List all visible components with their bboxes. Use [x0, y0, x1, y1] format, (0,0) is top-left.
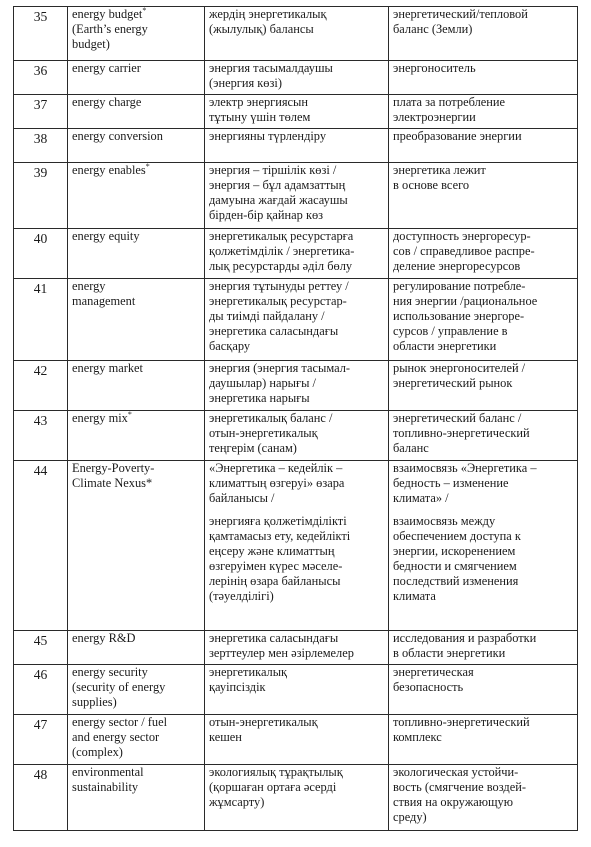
- term-kk-cell: [205, 129, 389, 163]
- term-ru-text: топливно-энергетический: [393, 426, 530, 440]
- term-ru-text: энергетический/тепловой: [393, 7, 528, 21]
- term-en-text: energy conversion: [72, 129, 163, 143]
- paragraph-gap: [209, 506, 385, 514]
- term-kk-cell: [205, 361, 389, 411]
- term-en-cell: [68, 129, 205, 163]
- term-en-line: [72, 361, 201, 376]
- term-en-text: energy charge: [72, 95, 142, 109]
- term-kk-line: [209, 309, 385, 324]
- term-ru-line: [393, 7, 574, 22]
- term-kk-line: [209, 680, 385, 695]
- table-row: [14, 665, 578, 715]
- term-ru-text: деление энергоресурсов: [393, 259, 521, 273]
- term-ru-line: [393, 61, 574, 76]
- term-ru-line: [393, 810, 574, 825]
- term-ru-text: баланс (Земли): [393, 22, 473, 36]
- term-ru-text: в основе всего: [393, 178, 470, 192]
- term-ru-text: электроэнергии: [393, 110, 476, 124]
- term-kk-text: электр энергиясын: [209, 95, 309, 109]
- term-kk-line: [209, 529, 385, 544]
- term-kk-line: [209, 259, 385, 274]
- table-row: [14, 163, 578, 229]
- term-ru-cell: [389, 715, 578, 765]
- table-row: [14, 631, 578, 665]
- term-en-text: energy market: [72, 361, 143, 375]
- term-en-line: [72, 780, 201, 795]
- term-ru-line: [393, 110, 574, 125]
- term-kk-text: энергетика нарығы: [209, 391, 310, 405]
- term-ru-line: [393, 544, 574, 559]
- term-kk-text: бірден-бір қайнар көз: [209, 208, 324, 222]
- term-kk-text: энергетикалық ресурстарға: [209, 229, 354, 243]
- term-en-line: [72, 294, 201, 309]
- term-ru-line: [393, 259, 574, 274]
- term-en-cell: [68, 229, 205, 279]
- entry-number: 48: [14, 765, 68, 831]
- term-kk-text: энергия – тіршілік көзі /: [209, 163, 337, 177]
- term-kk-line: [209, 22, 385, 37]
- term-kk-text: (тәуелділігі): [209, 589, 274, 603]
- term-ru-cell: [389, 163, 578, 229]
- term-kk-line: [209, 193, 385, 208]
- term-kk-text: жердің энергетикалық: [209, 7, 327, 21]
- entry-number: 35: [14, 7, 68, 61]
- term-kk-text: лерінің өзара байланысы: [209, 574, 341, 588]
- entry-number: 42: [14, 361, 68, 411]
- term-en-text: supplies): [72, 695, 117, 709]
- term-en-line: [72, 129, 201, 144]
- term-kk-line: [209, 391, 385, 406]
- term-ru-line: [393, 631, 574, 646]
- term-kk-line: [209, 589, 385, 604]
- term-en-line: [72, 665, 201, 680]
- term-kk-text: отын-энергетикалық: [209, 426, 318, 440]
- term-en-text: Climate Nexus*: [72, 476, 153, 490]
- term-ru-text: энергетическая: [393, 665, 474, 679]
- table-row: [14, 461, 578, 631]
- term-en-cell: [68, 715, 205, 765]
- term-kk-text: жұмсарту): [209, 795, 265, 809]
- term-kk-text: климаттың өзгеруі» өзара: [209, 476, 345, 490]
- term-kk-line: [209, 339, 385, 354]
- term-ru-text: бедности и смягчением: [393, 559, 517, 573]
- term-ru-cell: [389, 279, 578, 361]
- term-ru-text: энергетика лежит: [393, 163, 486, 177]
- term-ru-cell: [389, 631, 578, 665]
- term-kk-text: энергияға қолжетімділікті: [209, 514, 347, 528]
- term-en-cell: [68, 631, 205, 665]
- term-ru-line: [393, 411, 574, 426]
- term-kk-text: энергетика саласындағы: [209, 324, 339, 338]
- term-ru-line: [393, 376, 574, 391]
- term-kk-cell: [205, 163, 389, 229]
- term-ru-cell: [389, 765, 578, 831]
- term-kk-line: [209, 361, 385, 376]
- term-en-text: (Earth’s energy: [72, 22, 148, 36]
- term-kk-text: (қоршаған ортаға әсерді: [209, 780, 337, 794]
- term-ru-text: комплекс: [393, 730, 442, 744]
- term-en-line: [72, 765, 201, 780]
- term-ru-text: преобразование энергии: [393, 129, 522, 143]
- term-en-line: [72, 411, 201, 426]
- term-kk-text: қамтамасыз ету, кедейлікті: [209, 529, 351, 543]
- entry-number: 39: [14, 163, 68, 229]
- term-kk-text: отын-энергетикалық: [209, 715, 318, 729]
- term-ru-line: [393, 22, 574, 37]
- asterisk-mark: *: [142, 6, 147, 15]
- term-ru-text: сов / справедливое распре-: [393, 244, 535, 258]
- term-ru-line: [393, 461, 574, 476]
- term-ru-text: энергетический рынок: [393, 376, 513, 390]
- term-kk-text: экологиялық тұрақтылық: [209, 765, 343, 779]
- glossary-page: [13, 6, 577, 842]
- term-kk-line: [209, 461, 385, 476]
- term-kk-line: [209, 411, 385, 426]
- entry-number: 43: [14, 411, 68, 461]
- term-kk-cell: [205, 631, 389, 665]
- term-en-cell: [68, 7, 205, 61]
- term-ru-line: [393, 559, 574, 574]
- term-ru-text: энергетический баланс /: [393, 411, 522, 425]
- entry-number: 45: [14, 631, 68, 665]
- term-kk-line: [209, 163, 385, 178]
- term-kk-line: [209, 715, 385, 730]
- term-ru-text: климата» /: [393, 491, 449, 505]
- term-en-line: [72, 715, 201, 730]
- term-ru-line: [393, 680, 574, 695]
- term-kk-line: [209, 376, 385, 391]
- term-ru-line: [393, 279, 574, 294]
- term-ru-cell: [389, 95, 578, 129]
- term-ru-text: бедность – изменение: [393, 476, 509, 490]
- term-en-cell: [68, 765, 205, 831]
- term-kk-text: дамуына жағдай жасаушы: [209, 193, 348, 207]
- term-kk-text: зерттеулер мен әзірлемелер: [209, 646, 354, 660]
- term-ru-line: [393, 324, 574, 339]
- term-ru-cell: [389, 129, 578, 163]
- term-ru-cell: [389, 411, 578, 461]
- term-kk-text: энергия тасымалдаушы: [209, 61, 333, 75]
- term-en-line: [72, 730, 201, 745]
- term-kk-cell: [205, 765, 389, 831]
- term-en-line: [72, 279, 201, 294]
- term-ru-cell: [389, 61, 578, 95]
- term-kk-cell: [205, 279, 389, 361]
- term-kk-line: [209, 76, 385, 91]
- term-ru-line: [393, 309, 574, 324]
- term-ru-line: [393, 476, 574, 491]
- glossary-table-body: [14, 7, 578, 831]
- term-en-text: energy equity: [72, 229, 140, 243]
- term-en-line: [72, 476, 201, 491]
- term-kk-cell: [205, 665, 389, 715]
- term-ru-line: [393, 361, 574, 376]
- term-ru-line: [393, 730, 574, 745]
- term-en-line: [72, 22, 201, 37]
- term-kk-line: [209, 426, 385, 441]
- term-ru-line: [393, 715, 574, 730]
- term-en-text: energy carrier: [72, 61, 141, 75]
- term-en-text: management: [72, 294, 136, 308]
- term-kk-text: кешен: [209, 730, 242, 744]
- term-en-cell: [68, 279, 205, 361]
- term-ru-line: [393, 129, 574, 144]
- term-kk-text: байланысы /: [209, 491, 275, 505]
- term-kk-text: энергияны түрлендіру: [209, 129, 327, 143]
- table-row: [14, 7, 578, 61]
- term-kk-line: [209, 279, 385, 294]
- term-ru-line: [393, 665, 574, 680]
- term-en-cell: [68, 665, 205, 715]
- term-kk-text: энергия (энергия тасымал-: [209, 361, 350, 375]
- term-ru-cell: [389, 361, 578, 411]
- term-kk-line: [209, 665, 385, 680]
- term-ru-text: обеспечением доступа к: [393, 529, 521, 543]
- asterisk-mark: *: [145, 162, 150, 171]
- term-en-line: [72, 745, 201, 760]
- term-ru-line: [393, 780, 574, 795]
- term-ru-cell: [389, 229, 578, 279]
- term-ru-line: [393, 426, 574, 441]
- term-kk-line: [209, 631, 385, 646]
- term-en-cell: [68, 163, 205, 229]
- term-ru-line: [393, 163, 574, 178]
- glossary-table: [13, 6, 578, 831]
- entry-number: 37: [14, 95, 68, 129]
- term-en-line: [72, 461, 201, 476]
- term-en-text: Energy-Poverty-: [72, 461, 155, 475]
- term-en-line: [72, 631, 201, 646]
- term-ru-text: энергоноситель: [393, 61, 476, 75]
- entry-number: 40: [14, 229, 68, 279]
- term-en-cell: [68, 61, 205, 95]
- term-kk-line: [209, 780, 385, 795]
- term-ru-text: области энергетики: [393, 339, 497, 353]
- table-row: [14, 95, 578, 129]
- table-row: [14, 61, 578, 95]
- term-en-text: (complex): [72, 745, 123, 759]
- term-en-text: energy enables: [72, 163, 146, 177]
- term-kk-text: энергетикалық баланс /: [209, 411, 333, 425]
- term-kk-text: ды тиімді пайдалану /: [209, 309, 325, 323]
- term-kk-text: энергетикалық: [209, 665, 288, 679]
- term-en-text: budget): [72, 37, 110, 51]
- term-kk-line: [209, 294, 385, 309]
- term-kk-cell: [205, 61, 389, 95]
- term-en-text: energy mix: [72, 411, 128, 425]
- term-kk-cell: [205, 461, 389, 631]
- entry-number: 44: [14, 461, 68, 631]
- term-kk-text: даушылар) нарығы /: [209, 376, 316, 390]
- term-en-line: [72, 695, 201, 710]
- term-kk-text: лық ресурстарды әділ бөлу: [209, 259, 353, 273]
- term-ru-text: баланс: [393, 441, 429, 455]
- term-ru-line: [393, 589, 574, 604]
- table-row: [14, 765, 578, 831]
- term-kk-line: [209, 178, 385, 193]
- term-ru-line: [393, 339, 574, 354]
- term-ru-text: энергии, искоренением: [393, 544, 516, 558]
- term-kk-text: энергетика саласындағы: [209, 631, 339, 645]
- term-en-text: energy R&D: [72, 631, 136, 645]
- term-kk-text: өзгеруімен күрес мәселе-: [209, 559, 343, 573]
- term-kk-text: тұтыну үшін төлем: [209, 110, 311, 124]
- table-row: [14, 129, 578, 163]
- term-ru-text: ствия на окружающую: [393, 795, 514, 809]
- term-kk-line: [209, 730, 385, 745]
- term-ru-line: [393, 646, 574, 661]
- term-kk-line: [209, 646, 385, 661]
- term-kk-line: [209, 95, 385, 110]
- term-kk-text: (энергия көзі): [209, 76, 282, 90]
- term-en-text: sustainability: [72, 780, 139, 794]
- term-en-line: [72, 680, 201, 695]
- term-kk-cell: [205, 7, 389, 61]
- term-en-text: environmental: [72, 765, 144, 779]
- table-row: [14, 229, 578, 279]
- term-ru-text: взаимосвязь между: [393, 514, 496, 528]
- term-kk-line: [209, 476, 385, 491]
- term-ru-text: рынок энергоносителей /: [393, 361, 526, 375]
- term-kk-text: қолжетімділік / энергетика-: [209, 244, 355, 258]
- term-en-text: energy sector / fuel: [72, 715, 168, 729]
- term-kk-cell: [205, 95, 389, 129]
- term-en-text: energy security: [72, 665, 148, 679]
- term-ru-text: взаимосвязь «Энергетика –: [393, 461, 537, 475]
- term-en-line: [72, 37, 201, 52]
- asterisk-mark: *: [127, 410, 132, 419]
- term-kk-line: [209, 61, 385, 76]
- term-en-line: [72, 163, 201, 178]
- entry-number: 47: [14, 715, 68, 765]
- term-kk-line: [209, 129, 385, 144]
- term-kk-text: басқару: [209, 339, 251, 353]
- term-kk-line: [209, 244, 385, 259]
- term-kk-text: энергия – бұл адамзаттың: [209, 178, 346, 192]
- term-kk-line: [209, 491, 385, 506]
- term-ru-text: ния энергии /рациональное: [393, 294, 538, 308]
- term-ru-line: [393, 491, 574, 506]
- term-ru-cell: [389, 7, 578, 61]
- table-row: [14, 361, 578, 411]
- term-ru-text: плата за потребление: [393, 95, 506, 109]
- term-ru-text: среду): [393, 810, 427, 824]
- term-en-text: energy: [72, 279, 106, 293]
- term-en-cell: [68, 95, 205, 129]
- term-kk-text: қауіпсіздік: [209, 680, 266, 694]
- term-ru-text: вость (смягчение воздей-: [393, 780, 526, 794]
- term-kk-text: энергия тұтынуды реттеу /: [209, 279, 349, 293]
- term-en-cell: [68, 411, 205, 461]
- term-ru-text: регулирование потребле-: [393, 279, 526, 293]
- term-kk-line: [209, 324, 385, 339]
- entry-number: 41: [14, 279, 68, 361]
- term-kk-line: [209, 441, 385, 456]
- term-ru-text: климата: [393, 589, 436, 603]
- term-ru-line: [393, 294, 574, 309]
- term-en-cell: [68, 361, 205, 411]
- table-row: [14, 715, 578, 765]
- term-ru-line: [393, 795, 574, 810]
- term-ru-text: в области энергетики: [393, 646, 506, 660]
- term-en-text: and energy sector: [72, 730, 160, 744]
- term-kk-cell: [205, 411, 389, 461]
- term-kk-cell: [205, 715, 389, 765]
- term-ru-text: экологическая устойчи-: [393, 765, 519, 779]
- term-kk-text: (жылулық) балансы: [209, 22, 314, 36]
- paragraph-gap: [393, 506, 574, 514]
- term-ru-line: [393, 178, 574, 193]
- term-ru-line: [393, 765, 574, 780]
- term-ru-text: последствий изменения: [393, 574, 519, 588]
- term-kk-text: энергетикалық ресурстар-: [209, 294, 347, 308]
- term-ru-cell: [389, 665, 578, 715]
- term-en-text: energy budget: [72, 7, 143, 21]
- term-kk-line: [209, 514, 385, 529]
- term-kk-line: [209, 7, 385, 22]
- term-en-line: [72, 61, 201, 76]
- table-row: [14, 279, 578, 361]
- term-ru-line: [393, 244, 574, 259]
- term-ru-line: [393, 441, 574, 456]
- term-ru-text: безопасность: [393, 680, 464, 694]
- term-kk-text: еңсеру және климаттың: [209, 544, 335, 558]
- table-row: [14, 411, 578, 461]
- term-ru-cell: [389, 461, 578, 631]
- term-ru-text: топливно-энергетический: [393, 715, 530, 729]
- term-en-line: [72, 7, 201, 22]
- term-ru-line: [393, 529, 574, 544]
- term-kk-text: «Энергетика – кедейлік –: [209, 461, 343, 475]
- term-ru-text: доступность энергоресур-: [393, 229, 531, 243]
- term-ru-line: [393, 95, 574, 110]
- term-kk-line: [209, 559, 385, 574]
- term-ru-line: [393, 229, 574, 244]
- term-kk-line: [209, 795, 385, 810]
- term-en-line: [72, 229, 201, 244]
- term-en-line: [72, 95, 201, 110]
- term-ru-text: исследования и разработки: [393, 631, 537, 645]
- term-en-text: (security of energy: [72, 680, 166, 694]
- term-kk-cell: [205, 229, 389, 279]
- term-ru-line: [393, 514, 574, 529]
- term-en-cell: [68, 461, 205, 631]
- term-ru-text: сурсов / управление в: [393, 324, 508, 338]
- entry-number: 38: [14, 129, 68, 163]
- term-kk-line: [209, 574, 385, 589]
- term-kk-text: теңгерім (санам): [209, 441, 297, 455]
- term-kk-line: [209, 544, 385, 559]
- entry-number: 46: [14, 665, 68, 715]
- term-ru-text: использование энергоре-: [393, 309, 525, 323]
- term-kk-line: [209, 765, 385, 780]
- term-kk-line: [209, 110, 385, 125]
- term-kk-line: [209, 208, 385, 223]
- entry-number: 36: [14, 61, 68, 95]
- term-kk-line: [209, 229, 385, 244]
- term-ru-line: [393, 574, 574, 589]
